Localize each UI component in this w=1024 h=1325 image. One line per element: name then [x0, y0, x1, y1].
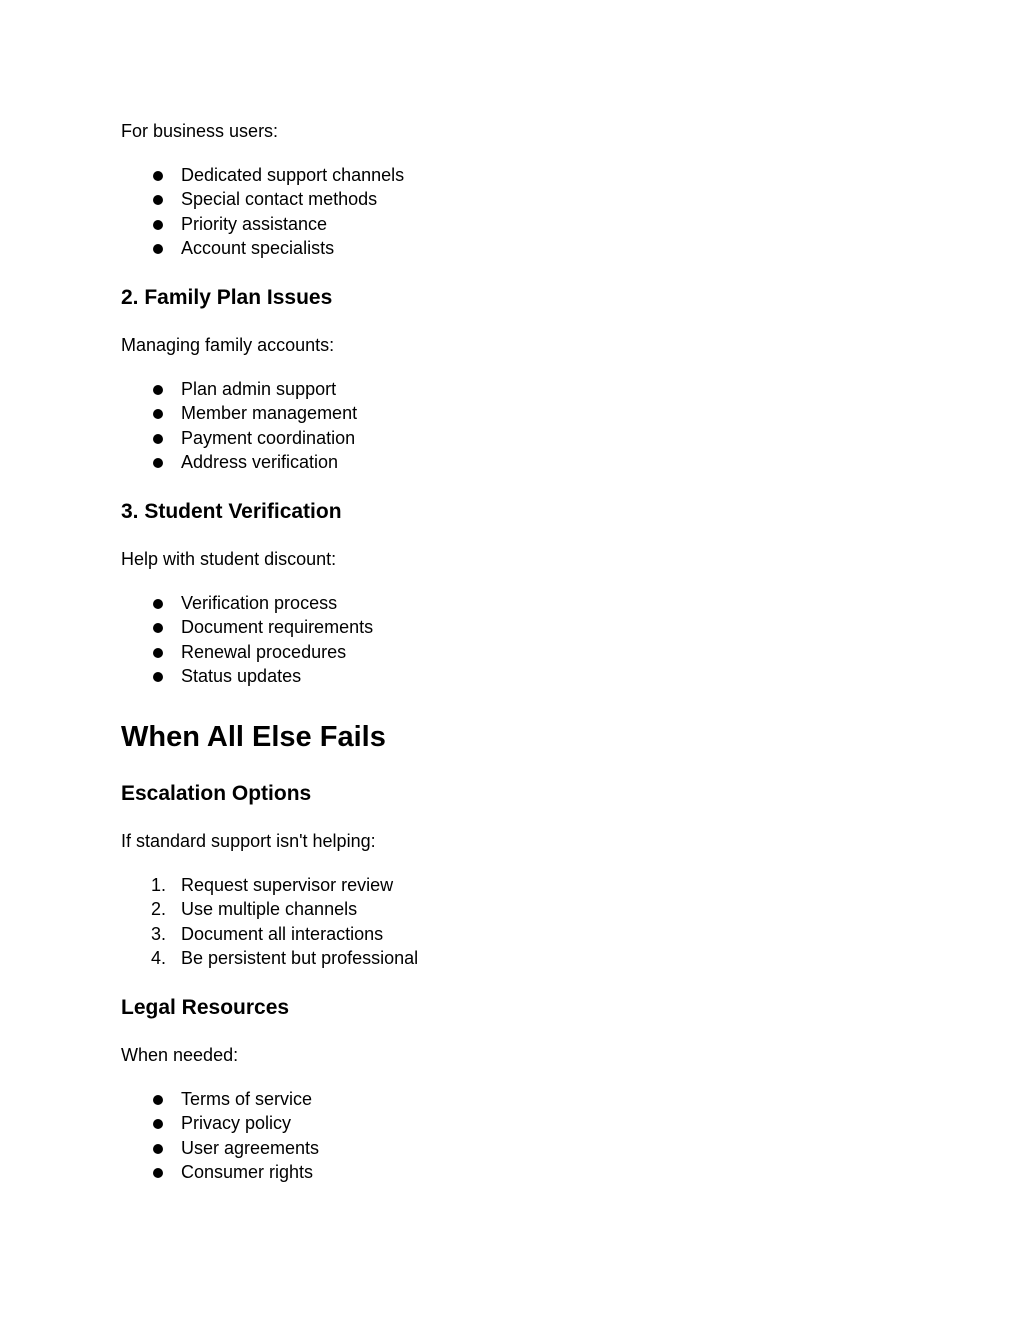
- business-list: [121, 163, 404, 261]
- student-heading: 3. Student Verification: [121, 500, 342, 523]
- list-number: 2.: [151, 899, 167, 920]
- business-intro: For business users:: [121, 121, 279, 141]
- escalation-list: [121, 873, 418, 971]
- list-item: Payment coordination: [121, 426, 357, 450]
- legal-intro: When needed:: [121, 1045, 239, 1065]
- bullet-icon: [153, 458, 163, 468]
- list-item: Account specialists: [121, 236, 404, 260]
- list-item: Dedicated support channels: [121, 163, 404, 187]
- bullet-icon: [153, 409, 163, 419]
- list-item: Member management: [121, 401, 357, 425]
- student-list: [121, 591, 373, 689]
- bullet-icon: [153, 623, 163, 633]
- list-item: User agreements: [121, 1136, 319, 1160]
- bullet-icon: [153, 1168, 163, 1178]
- family-heading: 2. Family Plan Issues: [121, 286, 333, 309]
- list-item: 4. Be persistent but professional: [121, 946, 418, 970]
- legal-list: [121, 1087, 319, 1185]
- list-item: Plan admin support: [121, 377, 357, 401]
- list-item: Verification process: [121, 591, 373, 615]
- bullet-icon: [153, 434, 163, 444]
- family-list: [121, 377, 357, 475]
- list-number: 3.: [151, 923, 167, 944]
- list-number: 4.: [151, 948, 167, 969]
- bullet-icon: [153, 244, 163, 254]
- bullet-icon: [153, 1119, 163, 1129]
- legal-heading: Legal Resources: [121, 996, 290, 1019]
- list-item: Status updates: [121, 664, 373, 688]
- list-item: Priority assistance: [121, 212, 404, 236]
- list-item: Address verification: [121, 450, 357, 474]
- escalation-intro: If standard support isn't helping:: [121, 831, 376, 851]
- bullet-icon: [153, 672, 163, 682]
- bullet-icon: [153, 1144, 163, 1154]
- student-intro: Help with student discount:: [121, 549, 337, 569]
- bullet-icon: [153, 648, 163, 658]
- list-item: Special contact methods: [121, 187, 404, 211]
- list-number: 1.: [151, 875, 167, 895]
- family-intro: Managing family accounts:: [121, 335, 335, 355]
- list-item: Privacy policy: [121, 1111, 319, 1135]
- bullet-icon: [153, 599, 163, 609]
- bullet-icon: [153, 171, 163, 181]
- fails-heading: When All Else Fails: [121, 721, 386, 753]
- list-item: 1. Request supervisor review: [121, 873, 418, 897]
- list-item: Terms of service: [121, 1087, 319, 1111]
- bullet-icon: [153, 220, 163, 230]
- list-item: Document requirements: [121, 615, 373, 639]
- escalation-heading: Escalation Options: [121, 782, 312, 805]
- list-item: 2. Use multiple channels: [121, 897, 418, 921]
- list-item: Renewal procedures: [121, 640, 373, 664]
- bullet-icon: [153, 385, 163, 395]
- list-item: 3. Document all interactions: [121, 922, 418, 946]
- list-item: Consumer rights: [121, 1160, 319, 1184]
- bullet-icon: [153, 195, 163, 205]
- bullet-icon: [153, 1095, 163, 1105]
